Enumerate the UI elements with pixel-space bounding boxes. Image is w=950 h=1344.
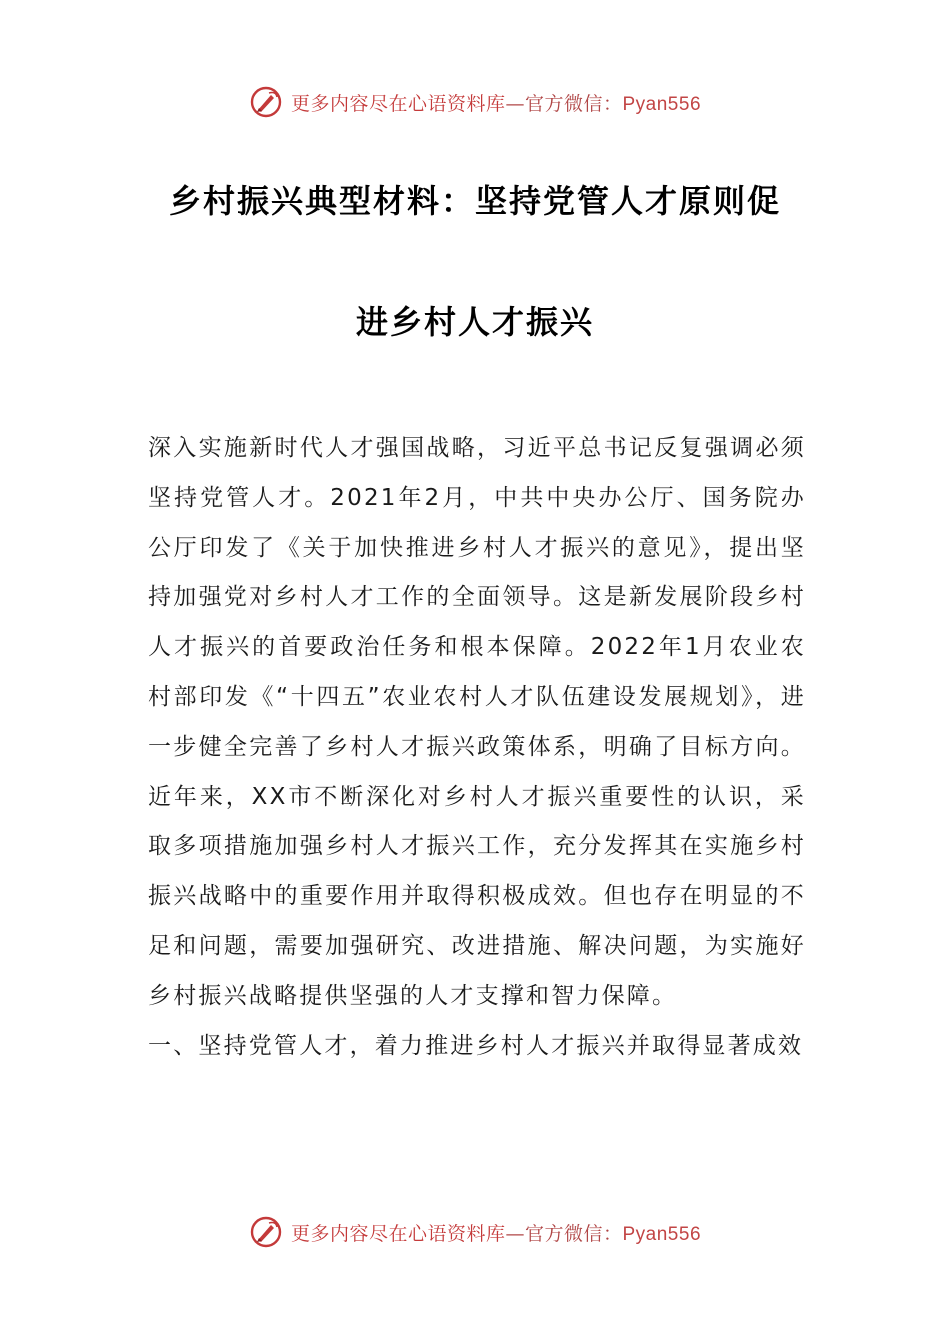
body-paragraph: 深入实施新时代人才强国战略，习近平总书记反复强调必须坚持党管人才。2021年2月，中共中央办公厅、国务院办公厅印发了《关于加快推进乡村人才振兴的意见》，提出坚持加强党对乡村人才工作的全面领导。这是新发展阶段乡村人才振兴的首要政治任务和根本保障。2022年1月农业农村部印发《“十四五”农业农村人才队伍建设发展规划》，进一步健全完善了乡村人才振兴政策体系，明确了目标方向。近年来，XX市不断深化对乡村人才振兴重要性的认识，采取多项措施加强乡村人才振兴工作，充分发挥其在实施乡村振兴战略中的重要作用并取得积极成效。但也存在明显的不足和问题，需要加强研究、改进措施、解决问题，为实施好乡村振兴战略提供坚强的人才支撑和智力保障。 — [148, 435, 806, 1009]
footer-watermark — [0, 1210, 950, 1254]
watermark-text — [291, 89, 701, 116]
watermark-dash: — — [505, 1222, 525, 1245]
document-body — [148, 424, 806, 1071]
section-heading: 一、坚持党管人才，着力推进乡村人才振兴并取得显著成效 — [148, 1032, 804, 1059]
watermark-label: 官方微信： — [524, 92, 623, 115]
header-watermark — [0, 80, 950, 124]
watermark-account: Pyan556 — [622, 1223, 702, 1245]
watermark-text — [291, 1219, 701, 1246]
watermark-dash: — — [505, 92, 525, 115]
document-title-line2: 进乡村人才振兴 — [355, 303, 594, 341]
pen-circle-icon — [249, 1215, 283, 1249]
watermark-label: 官方微信： — [524, 1222, 623, 1245]
watermark-main: 更多内容尽在心语资料库 — [290, 1222, 506, 1245]
pen-circle-icon — [249, 85, 283, 119]
document-title-line1: 乡村振兴典型材料：坚持党管人才原则促 — [168, 182, 781, 220]
watermark-account: Pyan556 — [622, 93, 702, 115]
watermark-main: 更多内容尽在心语资料库 — [290, 92, 506, 115]
